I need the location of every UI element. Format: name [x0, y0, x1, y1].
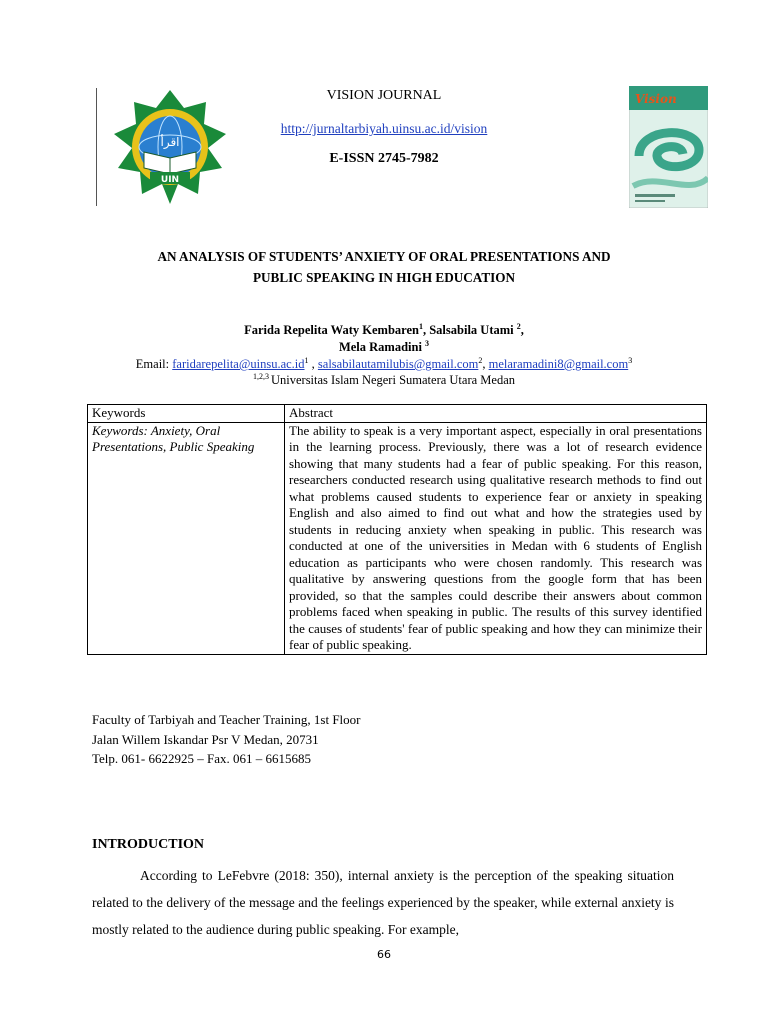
paper-title — [0, 246, 768, 288]
author-2: , Salsabila Utami — [422, 323, 517, 337]
affiliation-sup: 1,2,3 — [252, 371, 271, 381]
paper-title-line-2: PUBLIC SPEAKING IN HIGH EDUCATION — [252, 270, 516, 285]
table-content-row — [88, 422, 707, 654]
faculty-address — [92, 710, 361, 769]
email-sep-2: , — [482, 357, 489, 371]
author-3-sup: 3 — [425, 338, 430, 348]
email-link-2[interactable]: salsabilautamilubis@gmail.com — [317, 357, 479, 371]
abstract-cell: The ability to speak is a very important aspect, especially in oral presentations in the learning process. Previously, there was a lot of research evidence showing that many students had a fear of public speaking. For this reason, researchers conducted research using qualitative research methods to find out what problems caused students to experience fear or anxiety in speaking English and also aimed to find out what and how the strategies used by students in reducing anxiety when speaking in public. This research was conducted at one of the universities in Medan with 6 students of English education as participants who were chosen randomly. This research was qualitative by answering questions from the google form that has been provided, so that the samples could describe their answers about common problems faced when speaking in public. The results of this survey identified the causes of students' fear of public speaking and how they can minimize their fear of public speaking. — [285, 422, 707, 654]
email-label: Email: — [135, 357, 173, 371]
journal-name: VISION JOURNAL — [326, 88, 442, 103]
email-sep-1: , — [308, 357, 318, 371]
university-logo — [104, 88, 236, 206]
email-link-1[interactable]: faridarepelita@uinsu.ac.id — [172, 357, 305, 371]
keywords-cell: Keywords: Anxiety, Oral Presentations, Public Speaking — [88, 422, 285, 654]
introduction-text: According to LeFebvre (2018: 350), internal anxiety is the perception of the speaking situation related to the delivery of the message and the feelings experienced by the speaker, while external anxiety is mostly related to the audience during public speaking. For example, — [92, 868, 674, 937]
email-link-3[interactable]: melaramadini8@gmail.com — [488, 357, 629, 371]
abstract-header: Abstract — [285, 405, 707, 423]
address-line-3: Telp. 061- 6622925 – Fax. 061 – 6615685 — [92, 751, 311, 766]
logo-text: UIN — [160, 175, 180, 185]
keywords-abstract-table — [87, 404, 707, 655]
email-3-sup: 3 — [628, 355, 633, 365]
affiliation — [0, 373, 768, 388]
keywords-header: Keywords — [88, 405, 285, 423]
paper-title-line-1: AN ANALYSIS OF STUDENTS’ ANXIETY OF ORAL PRESENTATIONS AND — [157, 249, 611, 264]
cover-title: Vision — [635, 92, 677, 106]
author-list — [0, 322, 768, 356]
author-3: Mela Ramadini — [338, 340, 426, 354]
logo-arabic: اقرأ — [160, 135, 180, 149]
author-1-sup: 1 — [418, 321, 423, 331]
author-2-sup: 2 — [516, 321, 521, 331]
address-line-1: Faculty of Tarbiyah and Teacher Training, 1st Floor — [92, 712, 361, 727]
email-2-sup: 2 — [478, 355, 483, 365]
author-1: Farida Repelita Waty Kembaren — [244, 323, 419, 337]
journal-url-link[interactable]: http://jurnaltarbiyah.uinsu.ac.id/vision — [280, 121, 488, 136]
table-header-row — [88, 405, 707, 423]
journal-cover-image — [629, 86, 708, 208]
address-line-2: Jalan Willem Iskandar Psr V Medan, 20731 — [92, 731, 319, 747]
header-divider — [96, 88, 97, 206]
affiliation-text: Universitas Islam Negeri Sumatera Utara Medan — [270, 373, 515, 387]
email-1-sup: 1 — [304, 355, 309, 365]
introduction-paragraph — [92, 862, 674, 943]
journal-issn: E-ISSN 2745-7982 — [329, 151, 439, 166]
introduction-heading: INTRODUCTION — [92, 837, 205, 852]
email-line — [0, 357, 768, 372]
author-2-end: , — [520, 323, 524, 337]
page-number: 66 — [377, 948, 391, 961]
